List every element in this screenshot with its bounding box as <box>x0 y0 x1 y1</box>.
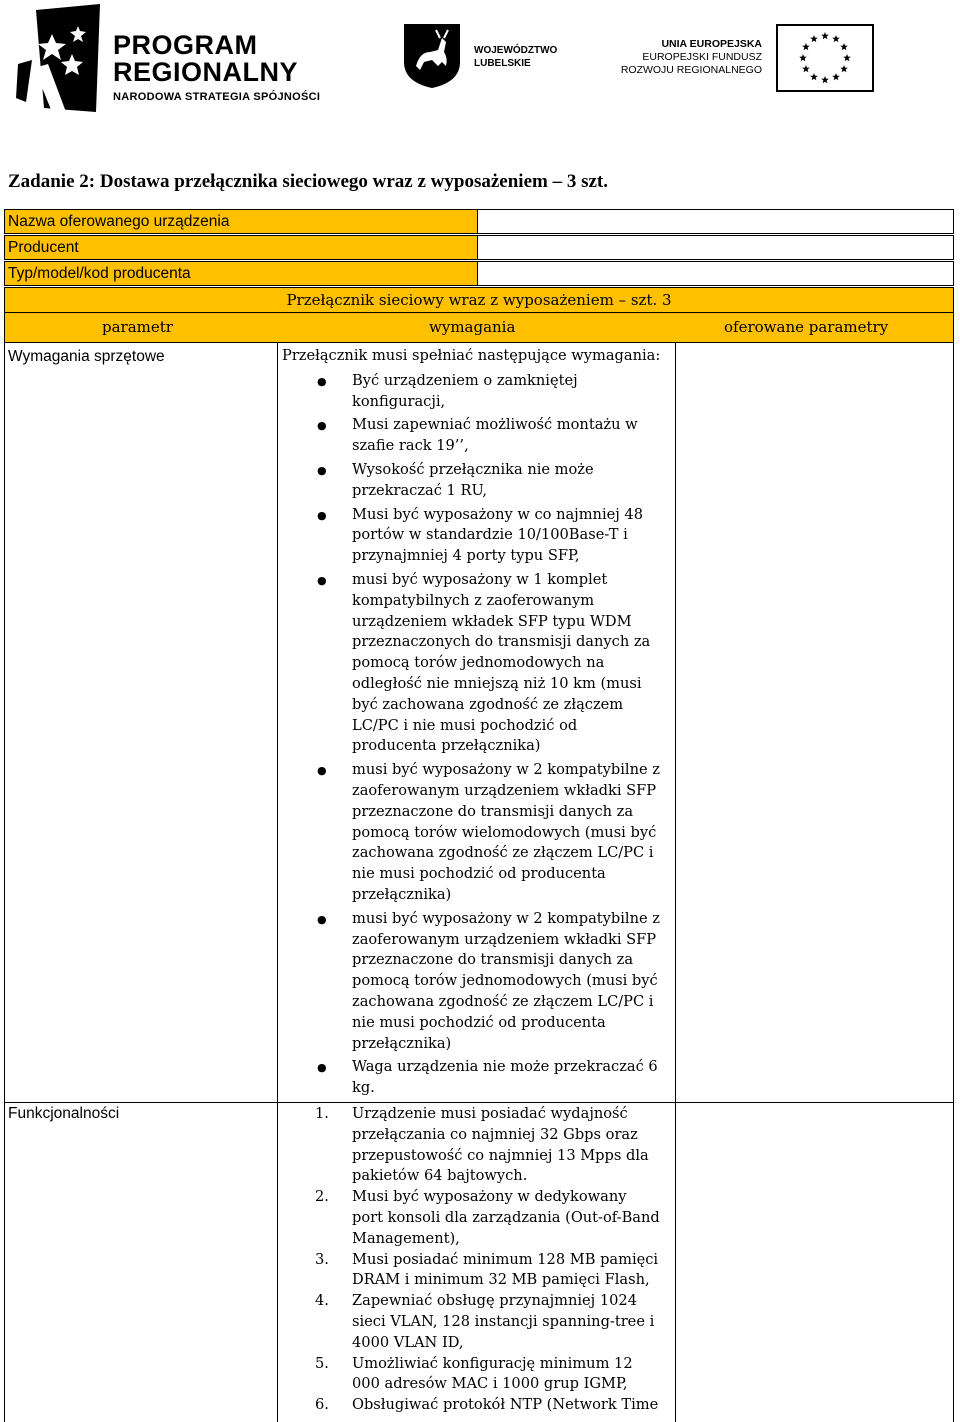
requirement-line: musi być wyposażony w 2 kompatybilne z <box>352 909 660 927</box>
hardware-bullet-list <box>282 371 678 1099</box>
requirement-bullet <box>282 1057 678 1099</box>
producer-label: Producent <box>4 235 478 260</box>
function-line: 4000 VLAN ID, <box>352 1333 464 1351</box>
requirement-line: zachowana zgodność ze złączem LC/PC i <box>352 992 654 1010</box>
function-line: przełączania co najmniej 32 Gbps oraz <box>352 1125 638 1143</box>
function-line: Musi posiadać minimum 128 MB pamięci <box>352 1250 659 1268</box>
requirement-line: pomocą torów wielomodowych (musi być <box>352 823 657 841</box>
requirement-line: Być urządzeniem o zamkniętej <box>352 371 578 389</box>
bullet-icon: ● <box>317 764 327 778</box>
lubelskie-line2: LUBELSKIE <box>474 58 531 69</box>
function-line: port konsoli dla zarządzania (Out-of-Band <box>352 1208 660 1226</box>
requirement-bullet <box>282 505 678 567</box>
item-number: 3. <box>315 1250 329 1268</box>
column-divider <box>277 343 278 1422</box>
requirement-line: pomocą torów jednomodowych na <box>352 654 605 672</box>
section-banner: Przełącznik sieciowy wraz z wyposażeniem – szt. 3 <box>4 287 954 313</box>
item-number: 1. <box>315 1105 329 1122</box>
program-logo-line3: NARODOWA STRATEGIA SPÓJNOŚCI <box>113 91 321 103</box>
requirements-table <box>4 343 954 1422</box>
device-name-label: Nazwa oferowanego urządzenia <box>4 209 478 234</box>
column-header-parametr: parametr <box>102 318 173 336</box>
requirement-line: producenta przełącznika) <box>352 737 541 755</box>
requirement-line: zachowana zgodność ze złączem LC/PC i <box>352 844 654 862</box>
eu-line1: UNIA EUROPEJSKA <box>661 38 762 50</box>
requirement-line: zaoferowanym urządzeniem wkładki SFP <box>352 781 657 799</box>
eu-line2: EUROPEJSKI FUNDUSZ <box>642 51 762 63</box>
requirement-line: przeznaczone do transmisji danych za <box>352 951 634 969</box>
function-item <box>282 1104 678 1187</box>
requirement-line: przełącznika) <box>352 1034 452 1052</box>
program-logo-line2: REGIONALNY <box>113 57 299 87</box>
requirement-line: przekraczać 1 RU, <box>352 481 488 499</box>
function-item <box>282 1291 678 1353</box>
requirement-line: odległość nie mniejszą niż 10 km (musi <box>352 674 642 692</box>
function-line: Umożliwiać konfigurację minimum 12 <box>352 1354 633 1372</box>
requirement-line: Musi być wyposażony w co najmniej 48 <box>352 505 643 523</box>
requirement-bullet <box>282 909 678 1055</box>
bullet-icon: ● <box>317 463 327 477</box>
requirement-line: przełącznika) <box>352 885 452 903</box>
requirement-line: portów w standardzie 10/100Base-T i <box>352 526 628 544</box>
function-line: Obsługiwać protokół NTP (Network Time <box>352 1396 659 1414</box>
lubelskie-line1: WOJEWÓDZTWO <box>474 45 558 56</box>
requirement-line: przeznaczone do transmisji danych za <box>352 802 634 820</box>
requirement-line: Wysokość przełącznika nie może <box>352 460 594 478</box>
bullet-icon: ● <box>317 419 327 433</box>
requirement-line: urządzeniem wkładek SFP typu WDM <box>352 612 632 630</box>
function-line: pakietów 64 bajtowych. <box>352 1167 528 1185</box>
requirement-line: kompatybilnych z zaoferowanym <box>352 591 595 609</box>
row-label-hardware: Wymagania sprzętowe <box>8 348 165 365</box>
bullet-icon: ● <box>317 912 327 926</box>
item-number: 5. <box>315 1354 329 1372</box>
lubelskie-logo <box>402 22 582 92</box>
program-regionalny-logo-icon <box>14 4 114 112</box>
requirement-line: przynajmniej 4 porty typu SFP, <box>352 547 580 565</box>
requirement-line: być zachowana zgodność ze złączem <box>352 695 624 713</box>
bullet-icon: ● <box>317 374 327 388</box>
requirement-bullet <box>282 570 678 757</box>
function-item <box>282 1354 678 1396</box>
column-headers <box>4 313 954 343</box>
page-title: Zadanie 2: Dostawa przełącznika sieciowego wraz z wyposażeniem – 3 szt. <box>8 171 608 192</box>
eu-line3: ROZWOJU REGIONALNEGO <box>620 64 762 76</box>
logo-header <box>0 0 960 120</box>
column-header-oferowane: oferowane parametry <box>724 318 889 336</box>
requirement-line: szafie rack 19’’, <box>352 437 469 455</box>
requirement-bullet <box>282 460 678 502</box>
item-number: 4. <box>315 1292 329 1310</box>
function-line: Management), <box>352 1229 460 1247</box>
requirement-bullet <box>282 371 678 413</box>
requirement-line: zaoferowanym urządzeniem wkładki SFP <box>352 930 657 948</box>
form-row <box>4 209 954 234</box>
hardware-requirements <box>282 344 678 1102</box>
function-line: sieci VLAN, 128 instancji spanning-tree i <box>352 1312 655 1330</box>
requirement-line: Waga urządzenia nie może przekraczać 6 <box>352 1058 658 1076</box>
bullet-icon: ● <box>317 508 327 522</box>
requirement-line: LC/PC i nie musi pochodzić od <box>352 716 578 734</box>
requirement-line: musi być wyposażony w 2 kompatybilne z <box>352 761 660 779</box>
bullet-icon: ● <box>317 1061 327 1075</box>
function-line: Zapewniać obsługę przynajmniej 1024 <box>352 1292 637 1310</box>
function-item <box>282 1187 678 1249</box>
requirement-bullet <box>282 415 678 457</box>
function-line: Urządzenie musi posiadać wydajność <box>352 1105 628 1122</box>
eu-flag-icon <box>776 24 874 92</box>
requirement-line: pomocą torów jednomodowych (musi być <box>352 972 658 990</box>
row-label-functions: Funkcjonalności <box>8 1105 120 1122</box>
requirement-line: musi być wyposażony w 1 komplet <box>352 570 608 588</box>
function-line: DRAM i minimum 32 MB pamięci Flash, <box>352 1271 650 1289</box>
row-divider <box>5 1102 953 1103</box>
lubelskie-text <box>474 44 557 70</box>
requirement-bullet <box>282 760 678 906</box>
functions-numbered-list <box>282 1104 678 1416</box>
function-item <box>282 1250 678 1292</box>
program-logo-line1: PROGRAM <box>113 30 258 60</box>
model-label: Typ/model/kod producenta <box>4 261 478 286</box>
functional-requirements <box>282 1104 678 1416</box>
producer-field[interactable] <box>478 235 954 260</box>
function-line: 000 adresów MAC i 1000 grup IGMP, <box>352 1375 628 1393</box>
requirements-intro: Przełącznik musi spełniać następujące wymagania: <box>282 347 661 364</box>
function-line: Musi być wyposażony w dedykowany <box>352 1188 627 1206</box>
device-name-field[interactable] <box>478 209 954 234</box>
lubelskie-coat-of-arms-icon <box>402 22 462 90</box>
requirement-line: nie musi pochodzić od producenta <box>352 1013 606 1031</box>
function-line: przepustowość co najmniej 13 Mpps dla <box>352 1146 649 1164</box>
eu-text <box>612 38 762 77</box>
program-regionalny-logo <box>14 4 354 114</box>
bullet-icon: ● <box>317 573 327 587</box>
requirement-line: przeznaczonych do transmisji danych za <box>352 633 651 651</box>
requirement-line: konfiguracji, <box>352 392 446 410</box>
requirement-line: kg. <box>352 1079 375 1097</box>
form-row <box>4 261 954 286</box>
requirement-line: nie musi pochodzić od producenta <box>352 865 606 883</box>
requirement-line: Musi zapewniać możliwość montażu w <box>352 416 638 434</box>
function-item <box>282 1395 678 1416</box>
column-header-wymagania: wymagania <box>429 318 516 336</box>
item-number: 2. <box>315 1188 329 1206</box>
model-field[interactable] <box>478 261 954 286</box>
form-row <box>4 235 954 260</box>
item-number: 6. <box>315 1396 329 1414</box>
